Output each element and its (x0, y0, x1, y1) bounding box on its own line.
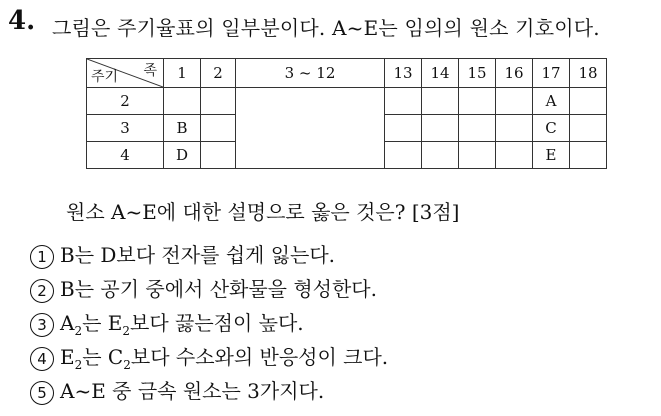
table-cell (385, 142, 422, 169)
group-header: 15 (459, 59, 496, 88)
choice-text: E (60, 345, 75, 369)
subscript: 2 (122, 324, 131, 338)
choice-text: 는 E (82, 311, 123, 335)
question-stem: 원소 A~E에 대한 설명으로 옳은 것은? [3점] (66, 200, 460, 224)
table-cell: B (164, 115, 201, 142)
answer-choices (30, 240, 388, 410)
table-row (87, 88, 607, 115)
table-cell (570, 115, 607, 142)
transition-metals-block (236, 88, 385, 169)
table-cell (496, 88, 533, 115)
group-axis-label: 족 (143, 63, 157, 79)
group-header: 18 (570, 59, 607, 88)
period-label: 3 (87, 115, 164, 142)
table-cell: E (533, 142, 570, 169)
table-cell (459, 88, 496, 115)
choice-text: B는 D보다 전자를 쉽게 잃는다. (60, 243, 336, 267)
table-cell (422, 142, 459, 169)
question-text: 그림은 주기율표의 일부분이다. A~E는 임의의 원소 기호이다. (52, 16, 600, 40)
table-cell (459, 115, 496, 142)
answer-choice[interactable] (30, 376, 388, 410)
table-cell (164, 88, 201, 115)
question-number: 4. (8, 6, 36, 36)
choice-text: B는 공기 중에서 산화물을 형성한다. (60, 277, 377, 301)
table-cell: C (533, 115, 570, 142)
period-label: 4 (87, 142, 164, 169)
table-cell: D (164, 142, 201, 169)
table-corner-header (87, 59, 164, 88)
choice-text: 보다 끓는점이 높다. (130, 311, 304, 335)
choice-text: A (60, 311, 75, 335)
table-cell (422, 115, 459, 142)
choice-text: 보다 수소와의 반응성이 크다. (130, 345, 389, 369)
choice-number-circle[interactable]: 5 (30, 381, 54, 405)
choice-number-circle[interactable]: 4 (30, 347, 54, 371)
table-cell (570, 142, 607, 169)
table-cell (201, 142, 236, 169)
choice-number-circle[interactable]: 1 (30, 245, 54, 269)
table-cell (496, 115, 533, 142)
group-header: 2 (201, 59, 236, 88)
table-cell (422, 88, 459, 115)
table-cell (201, 115, 236, 142)
group-header: 13 (385, 59, 422, 88)
answer-choice[interactable] (30, 274, 388, 308)
table-cell (201, 88, 236, 115)
group-header: 16 (496, 59, 533, 88)
group-header: 1 (164, 59, 201, 88)
table-cell (385, 115, 422, 142)
choice-number-circle[interactable]: 3 (30, 313, 54, 337)
answer-choice[interactable] (30, 342, 388, 376)
table-cell (496, 142, 533, 169)
period-label: 2 (87, 88, 164, 115)
subscript: 2 (74, 324, 83, 338)
choice-text: A~E 중 금속 원소는 3가지다. (60, 379, 325, 403)
table-cell (385, 88, 422, 115)
table-cell (570, 88, 607, 115)
choice-number-circle[interactable]: 2 (30, 279, 54, 303)
answer-choice[interactable] (30, 308, 388, 342)
table-cell (459, 142, 496, 169)
group-header: 3 ~ 12 (236, 59, 385, 88)
table-cell: A (533, 88, 570, 115)
periodic-table-excerpt (86, 58, 607, 169)
period-axis-label: 주기 (91, 69, 119, 85)
subscript: 2 (74, 358, 83, 372)
subscript: 2 (123, 358, 131, 372)
group-header: 14 (422, 59, 459, 88)
group-header: 17 (533, 59, 570, 88)
answer-choice[interactable] (30, 240, 388, 274)
choice-text: 는 C (82, 345, 124, 369)
